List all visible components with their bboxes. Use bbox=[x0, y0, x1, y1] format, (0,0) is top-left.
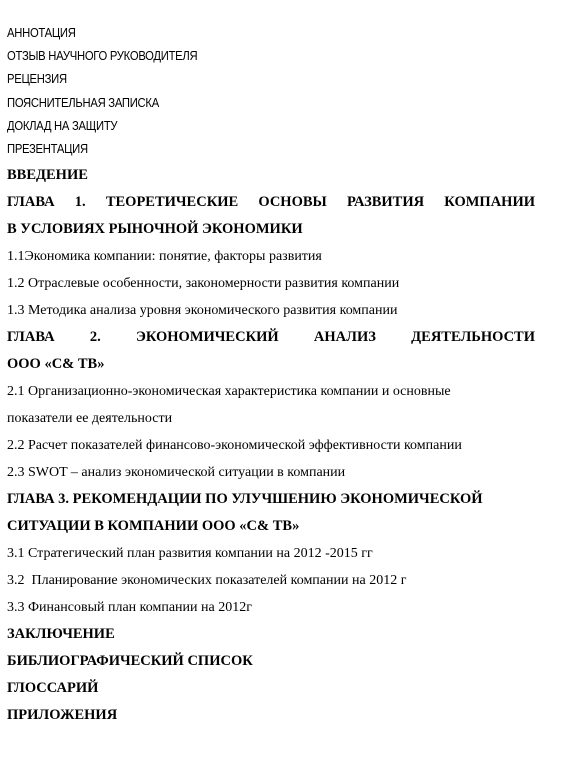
chapter-2-title-line-1: ГЛАВА 2. ЭКОНОМИЧЕСКИЙ АНАЛИЗ ДЕЯТЕЛЬНОСТИ bbox=[7, 329, 535, 346]
chapter-3-title-line-2: СИТУАЦИИ В КОМПАНИИ ООО «С& ТВ» bbox=[7, 518, 300, 535]
chapter-1-title-line-1: ГЛАВА 1. ТЕОРЕТИЧЕСКИЕ ОСНОВЫ РАЗВИТИЯ КОМПАНИИ bbox=[7, 194, 535, 211]
chapter-1-section bbox=[7, 189, 535, 324]
toc-entry-1-3: 1.3 Методика анализа уровня экономического развития компании bbox=[7, 303, 398, 319]
toc-entry-supervisor-review: ОТЗЫВ НАУЧНОГО РУКОВОДИТЕЛЯ bbox=[7, 49, 198, 64]
toc-entry-glossary: ГЛОССАРИЙ bbox=[7, 680, 99, 697]
toc-entry-2-3: 2.3 SWOT – анализ экономической ситуации в компании bbox=[7, 465, 346, 481]
toc-entry-introduction: ВВЕДЕНИЕ bbox=[7, 167, 88, 184]
toc-entry-conclusion: ЗАКЛЮЧЕНИЕ bbox=[7, 626, 115, 643]
toc-entry-defense-report: ДОКЛАД НА ЗАЩИТУ bbox=[7, 118, 118, 133]
toc-entry-2-2: 2.2 Расчет показателей финансово-экономической эффективности компании bbox=[7, 438, 462, 454]
toc-entry-bibliography: БИБЛИОГРАФИЧЕСКИЙ СПИСОК bbox=[7, 653, 253, 670]
toc-entry-review: РЕЦЕНЗИЯ bbox=[7, 72, 67, 87]
front-matter-list bbox=[7, 22, 535, 161]
chapter-3-title-line-1: ГЛАВА 3. РЕКОМЕНДАЦИИ ПО УЛУЧШЕНИЮ ЭКОНОМИЧЕСКОЙ bbox=[7, 491, 483, 508]
toc-entry-2-1-line-2: показатели ее деятельности bbox=[7, 411, 173, 427]
table-of-contents bbox=[7, 22, 535, 729]
chapter-2-section bbox=[7, 324, 535, 486]
chapter-1-title-line-2: В УСЛОВИЯХ РЫНОЧНОЙ ЭКОНОМИКИ bbox=[7, 221, 303, 238]
toc-entry-appendices: ПРИЛОЖЕНИЯ bbox=[7, 707, 118, 724]
toc-entry-2-1-line-1: 2.1 Организационно-экономическая характеристика компании и основные bbox=[7, 384, 451, 400]
toc-entry-explanatory-note: ПОЯСНИТЕЛЬНАЯ ЗАПИСКА bbox=[7, 95, 159, 110]
chapter-3-section bbox=[7, 486, 535, 621]
toc-entry-1-1: 1.1Экономика компании: понятие, факторы развития bbox=[7, 249, 322, 265]
toc-entry-presentation: ПРЕЗЕНТАЦИЯ bbox=[7, 141, 88, 156]
toc-entry-annotation: АННОТАЦИЯ bbox=[7, 26, 76, 40]
end-matter-list bbox=[7, 621, 535, 729]
toc-entry-3-3: 3.3 Финансовый план компании на 2012г bbox=[7, 600, 252, 616]
chapter-2-title-line-2: ООО «С& ТВ» bbox=[7, 356, 105, 373]
toc-entry-1-2: 1.2 Отраслевые особенности, закономерности развития компании bbox=[7, 276, 400, 292]
toc-entry-3-2: 3.2 Планирование экономических показателей компании на 2012 г bbox=[7, 573, 407, 589]
toc-entry-3-1: 3.1 Стратегический план развития компании на 2012 -2015 гг bbox=[7, 546, 373, 562]
